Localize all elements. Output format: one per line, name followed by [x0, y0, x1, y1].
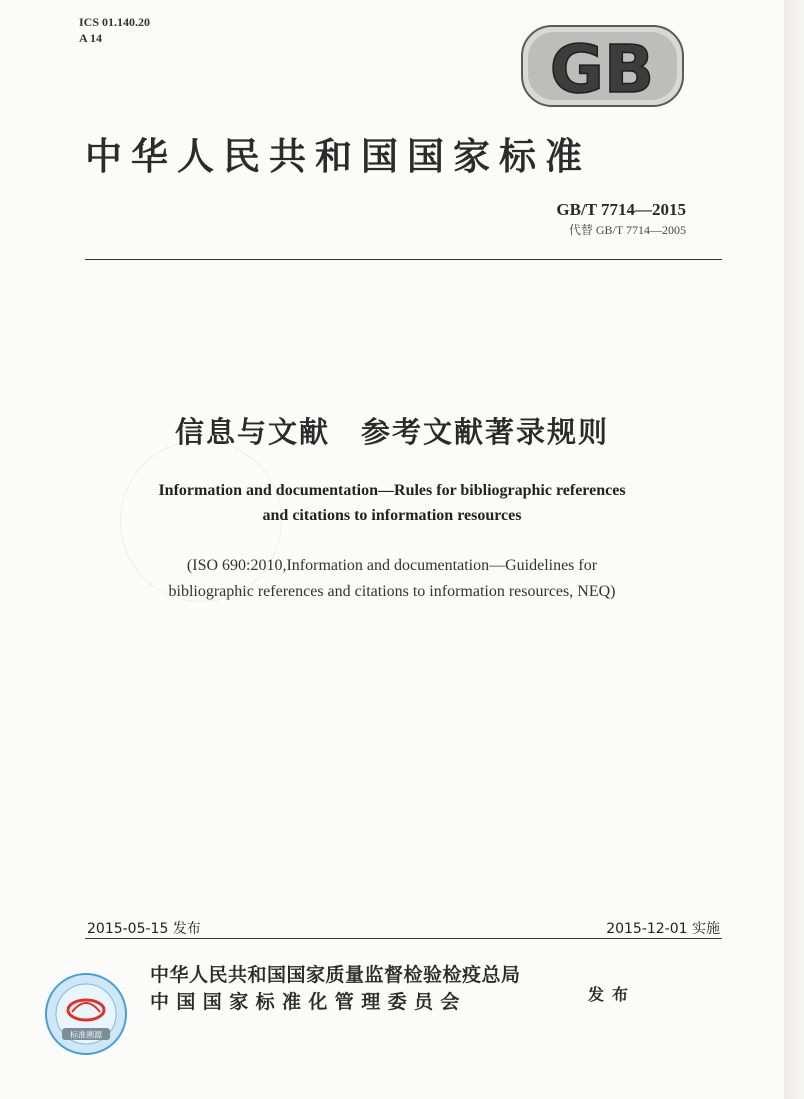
gb-logo	[520, 24, 685, 108]
implementation-date: 2015-12-01 实施	[606, 921, 720, 937]
iso-reference-line2: bibliographic references and citations to information resources, NEQ)	[168, 583, 616, 600]
ccs-code: A 14	[79, 31, 103, 45]
footer-divider	[85, 938, 722, 939]
country-standard-title: 中华人民共和国国家标准	[85, 134, 591, 178]
title-english-line1: Information and documentation—Rules for bibliographic references	[158, 482, 626, 499]
standard-number-block	[556, 200, 686, 238]
iso-reference	[0, 553, 784, 605]
traceability-seal-icon	[44, 972, 128, 1056]
issuing-authorities	[150, 962, 521, 1016]
classification-codes	[79, 14, 150, 46]
title-english	[0, 478, 784, 528]
standard-number: GB/T 7714—2015	[556, 200, 686, 219]
title-chinese: 信息与文献 参考文献著录规则	[174, 415, 609, 449]
title-english-line2: and citations to information resources	[262, 507, 522, 524]
issuer-sac: 中国国家标准化管理委员会	[150, 991, 467, 1013]
ics-code: ICS 01.140.20	[79, 15, 151, 29]
scan-edge	[784, 0, 804, 1099]
svg-text:GB: GB	[549, 31, 655, 108]
publish-label: 发布	[588, 985, 637, 1004]
header-divider	[85, 259, 722, 260]
issue-date: 2015-05-15 发布	[87, 921, 201, 937]
svg-text:标准溯源: 标准溯源	[70, 1030, 102, 1040]
replaces-standard: 代替 GB/T 7714—2005	[568, 223, 686, 237]
iso-reference-line1: (ISO 690:2010,Information and documentation—Guidelines for	[186, 557, 598, 574]
issuer-aqsiq: 中华人民共和国国家质量监督检验检疫总局	[150, 964, 521, 986]
